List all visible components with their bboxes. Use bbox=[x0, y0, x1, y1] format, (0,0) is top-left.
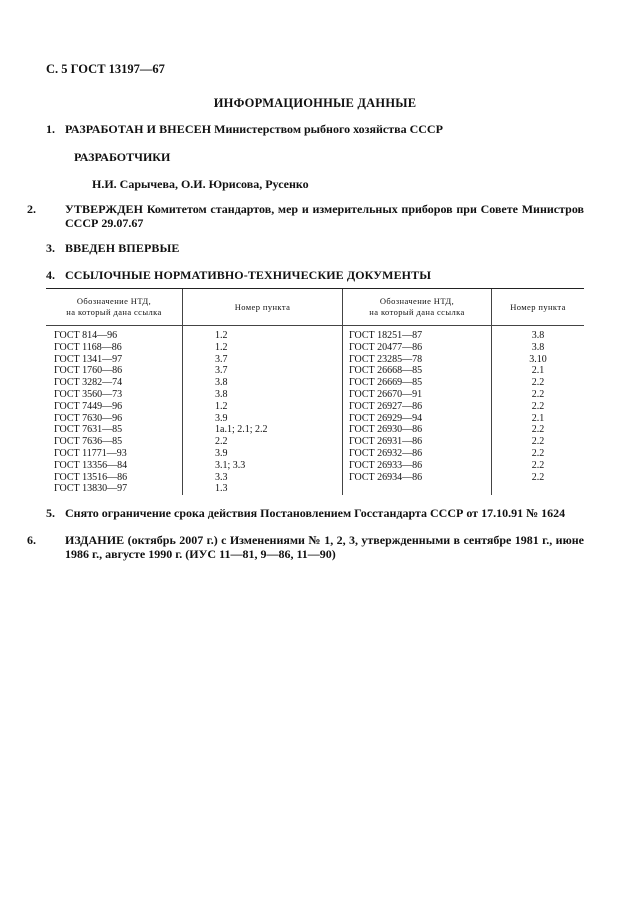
left-clause-cell: 1.3 bbox=[183, 483, 343, 495]
table-row bbox=[46, 424, 584, 436]
left-doc-cell: ГОСТ 3560—73 bbox=[54, 388, 123, 400]
right-doc-cell: ГОСТ 26929—94 bbox=[343, 413, 492, 425]
references-table-header bbox=[46, 289, 584, 326]
right-doc-cell: ГОСТ 26934—86 bbox=[343, 472, 492, 484]
table-row bbox=[46, 377, 584, 389]
left-clause-cell: 3.7 bbox=[183, 354, 343, 366]
item-2-body bbox=[27, 202, 584, 230]
left-clause-cell: 1а.1; 2.1; 2.2 bbox=[183, 424, 343, 436]
document-title: ИНФОРМАЦИОННЫЕ ДАННЫЕ bbox=[213, 96, 417, 110]
right-clause-cell: 2.2 bbox=[492, 424, 585, 436]
table-row bbox=[46, 389, 584, 401]
item-6-caps: ИЗДАНИЕ bbox=[65, 533, 125, 547]
right-doc-cell: ГОСТ 26932—86 bbox=[343, 448, 492, 460]
header-clause-left: Номер пункта bbox=[183, 289, 343, 326]
right-doc-cell: ГОСТ 18251—87 bbox=[343, 326, 492, 342]
left-doc-cell: ГОСТ 1341—97 bbox=[54, 353, 123, 365]
right-doc-cell: ГОСТ 23285—78 bbox=[343, 354, 492, 366]
left-clause-cell: 3.9 bbox=[183, 448, 343, 460]
right-doc-cell: ГОСТ 26668—85 bbox=[343, 365, 492, 377]
item-4-caps: ССЫЛОЧНЫЕ НОРМАТИВНО-ТЕХНИЧЕСКИЕ ДОКУМЕНТЫ bbox=[65, 268, 432, 282]
item-2-text: Комитетом стандартов, мер и измерительных приборов при Совете Министров СССР 29.07.67 bbox=[65, 202, 584, 230]
right-clause-cell bbox=[492, 483, 585, 495]
left-clause-cell: 3.1; 3.3 bbox=[183, 460, 343, 472]
left-clause-cell: 3.9 bbox=[183, 413, 343, 425]
left-doc-cell: ГОСТ 7630—96 bbox=[54, 412, 123, 424]
left-clause-cell: 3.7 bbox=[183, 365, 343, 377]
left-doc-cell: ГОСТ 814—96 bbox=[54, 330, 118, 341]
right-clause-cell: 2.2 bbox=[492, 401, 585, 413]
right-doc-cell bbox=[343, 483, 492, 495]
item-6-body bbox=[27, 533, 585, 561]
left-clause-cell: 1.2 bbox=[183, 326, 343, 342]
right-clause-cell: 2.2 bbox=[492, 389, 585, 401]
item-3-caps: ВВЕДЕН ВПЕРВЫЕ bbox=[65, 241, 180, 255]
table-row bbox=[46, 472, 584, 484]
right-doc-cell: ГОСТ 26931—86 bbox=[343, 436, 492, 448]
left-clause-cell: 3.3 bbox=[183, 472, 343, 484]
right-clause-cell: 3.10 bbox=[492, 354, 585, 366]
item-2-caps: УТВЕРЖДЕН bbox=[65, 202, 144, 216]
item-6 bbox=[27, 533, 585, 561]
right-doc-cell: ГОСТ 26670—91 bbox=[343, 389, 492, 401]
item-5 bbox=[46, 506, 584, 520]
item-1-text: Министерством рыбного хозяйства СССР bbox=[214, 122, 443, 136]
table-row bbox=[46, 365, 584, 377]
left-doc-cell: ГОСТ 13356—84 bbox=[54, 459, 128, 471]
left-doc-cell: ГОСТ 13830—97 bbox=[54, 483, 128, 495]
item-6-number: 6. bbox=[27, 533, 36, 547]
left-clause-cell: 2.2 bbox=[183, 436, 343, 448]
left-doc-cell: ГОСТ 1168—86 bbox=[54, 341, 122, 353]
right-doc-cell: ГОСТ 26933—86 bbox=[343, 460, 492, 472]
references-table bbox=[46, 288, 584, 495]
right-doc-cell: ГОСТ 26927—86 bbox=[343, 401, 492, 413]
header-clause-right: Номер пункта bbox=[492, 289, 585, 326]
item-1-number: 1. bbox=[46, 122, 55, 136]
table-row bbox=[46, 326, 584, 342]
table-row bbox=[46, 483, 584, 495]
right-clause-cell: 2.2 bbox=[492, 472, 585, 484]
item-6-text: (октябрь 2007 г.) с Изменениями № 1, 2, 3, утвержденными в сентябре 1981 г., июне 1986 г., августе 1990 г. (ИУС 11—81, 9—86, 11—90) bbox=[65, 533, 585, 561]
item-1 bbox=[46, 122, 584, 136]
left-clause-cell: 1.2 bbox=[183, 401, 343, 413]
left-clause-cell: 3.8 bbox=[183, 377, 343, 389]
table-row bbox=[46, 342, 584, 354]
left-doc-cell: ГОСТ 7636—85 bbox=[54, 436, 123, 448]
left-doc-cell: ГОСТ 13516—86 bbox=[54, 471, 128, 483]
table-row bbox=[46, 448, 584, 460]
table-row bbox=[46, 401, 584, 413]
item-1-caps: РАЗРАБОТАН И ВНЕСЕН bbox=[65, 122, 212, 136]
table-row bbox=[46, 460, 584, 472]
right-clause-cell: 2.1 bbox=[492, 365, 585, 377]
right-clause-cell: 2.1 bbox=[492, 413, 585, 425]
item-5-number: 5. bbox=[46, 506, 55, 520]
right-clause-cell: 2.2 bbox=[492, 377, 585, 389]
left-doc-cell: ГОСТ 7631—85 bbox=[54, 424, 123, 436]
item-5-text: Снято ограничение срока действия Постановлением Госстандарта СССР от 17.10.91 № 1624 bbox=[65, 506, 566, 520]
header-designation-right: Обозначение НТД, на который дана ссылка bbox=[343, 289, 492, 326]
item-2 bbox=[27, 202, 584, 230]
right-clause-cell: 2.2 bbox=[492, 448, 585, 460]
item-4 bbox=[46, 268, 584, 282]
left-doc-cell: ГОСТ 7449—96 bbox=[54, 400, 123, 412]
header-designation-left: Обозначение НТД, на который дана ссылка bbox=[46, 289, 183, 326]
item-4-number: 4. bbox=[46, 268, 55, 282]
developers-label: РАЗРАБОТЧИКИ bbox=[74, 150, 171, 164]
item-2-number: 2. bbox=[27, 202, 36, 216]
left-doc-cell: ГОСТ 1760—86 bbox=[54, 365, 123, 377]
right-clause-cell: 3.8 bbox=[492, 326, 585, 342]
table-row bbox=[46, 413, 584, 425]
page-header: С. 5 ГОСТ 13197—67 bbox=[46, 62, 165, 76]
left-clause-cell: 3.8 bbox=[183, 389, 343, 401]
left-clause-cell: 1.2 bbox=[183, 342, 343, 354]
right-clause-cell: 2.2 bbox=[492, 460, 585, 472]
item-3 bbox=[46, 241, 584, 255]
item-3-number: 3. bbox=[46, 241, 55, 255]
left-doc-cell: ГОСТ 3282—74 bbox=[54, 377, 123, 389]
left-doc-cell: ГОСТ 11771—93 bbox=[54, 447, 127, 459]
table-row bbox=[46, 436, 584, 448]
right-doc-cell: ГОСТ 20477—86 bbox=[343, 342, 492, 354]
table-row bbox=[46, 354, 584, 366]
right-clause-cell: 2.2 bbox=[492, 436, 585, 448]
right-clause-cell: 3.8 bbox=[492, 342, 585, 354]
right-doc-cell: ГОСТ 26930—86 bbox=[343, 424, 492, 436]
right-doc-cell: ГОСТ 26669—85 bbox=[343, 377, 492, 389]
developers-names: Н.И. Сарычева, О.И. Юрисова, Русенко bbox=[92, 177, 309, 191]
